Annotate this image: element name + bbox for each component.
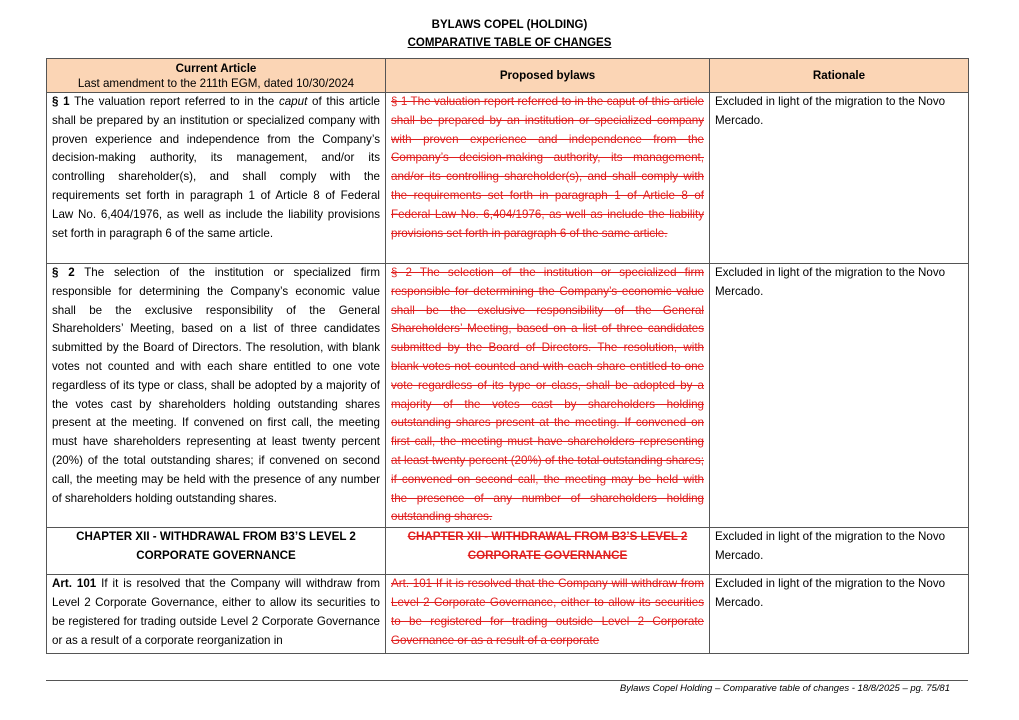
- paragraph-text-pre: The valuation report referred to in the: [69, 95, 279, 108]
- page-footer: Bylaws Copel Holding – Comparative table of changes - 18/8/2025 – pg. 75/81: [619, 683, 950, 694]
- header-proposed-bylaws: [386, 59, 710, 93]
- rationale-cell: Excluded in light of the migration to the Novo Mercado.: [710, 93, 969, 264]
- article-label: Art. 101: [52, 577, 97, 591]
- current-cell: [47, 575, 386, 654]
- table-header-row: [47, 59, 969, 93]
- chapter-heading-struck: CHAPTER XII - WITHDRAWAL FROM B3’S LEVEL 2 CORPORATE GOVERNANCE: [386, 528, 710, 575]
- table-row: [47, 93, 969, 264]
- proposed-cell-struck: § 1 The valuation report referred to in the caput of this article shall be prepared by an institution or specialized company with proven experience and independence from the Company’s decision-making authority, its management, and/or its controlling shareholder(s), and shall comply with the requirements set forth in paragraph 1 of Article 8 of Federal Law No. 6,404/1976, as well as include the liability provisions set forth in paragraph 6 of the same article.: [386, 93, 710, 264]
- header-current-subtitle: Last amendment to the 211th EGM, dated 10/30/2024: [77, 76, 355, 90]
- document-title: BYLAWS COPEL (HOLDING): [431, 19, 588, 31]
- proposed-cell-struck: Art. 101 If it is resolved that the Company will withdraw from Level 2 Corporate Governance, either to allow its securities to be registered for trading outside Level 2 Corporate Governance or as a result of a corporate: [386, 575, 710, 654]
- paragraph-text: The selection of the institution or specialized firm responsible for determining the Company’s economic value shall be the exclusive responsibility of the General Shareholders’ Meeting, based on a list of three candidates submitted by the Board of Directors. The resolution, with blank votes not counted and with each share entitled to one vote regardless of its type or class, shall be adopted by a majority of the votes cast by shareholders holding outstanding shares present at the meeting. If convened on first call, the meeting must have shareholders representing at least twenty percent (20%) of the total outstanding shares; if convened on second call, the meeting may be held with the presence of any number of shareholders holding outstanding shares.: [52, 266, 380, 505]
- paragraph-label: § 2: [52, 266, 75, 279]
- paragraph-label: § 1: [52, 95, 70, 108]
- header-current-title: Current Article: [175, 61, 257, 75]
- chapter-heading-cell: CHAPTER XII - WITHDRAWAL FROM B3’S LEVEL 2 CORPORATE GOVERNANCE: [47, 528, 386, 575]
- comparative-table: [46, 58, 969, 654]
- header-current-article: [47, 59, 386, 93]
- current-cell: [47, 264, 386, 528]
- footer-divider: [46, 680, 968, 681]
- rationale-cell: Excluded in light of the migration to the Novo Mercado.: [710, 264, 969, 528]
- current-cell: [47, 93, 386, 264]
- document-subtitle: COMPARATIVE TABLE OF CHANGES: [407, 37, 612, 49]
- rationale-cell: Excluded in light of the migration to the Novo Mercado.: [710, 528, 969, 575]
- header-rationale-label: Rationale: [812, 69, 866, 82]
- header-rationale: [710, 59, 969, 93]
- rationale-cell: Excluded in light of the migration to the Novo Mercado.: [710, 575, 969, 654]
- article-text: If it is resolved that the Company will withdraw from Level 2 Corporate Governance, either to allow its securities to be registered for trading outside Level 2 Corporate Governance or as a result of a corporate reorganization in: [52, 577, 380, 647]
- paragraph-text-post: of this article shall be prepared by an institution or specialized company with proven experience and independence from the Company’s decision-making authority, its management, and/or its controlling shareholder(s), and shall comply with the requirements set forth in paragraph 1 of Article 8 of Federal Law No. 6,404/1976, as well as include the liability provisions set forth in paragraph 6 of the same article.: [52, 95, 380, 240]
- paragraph-text-italic: caput: [278, 95, 308, 108]
- header-proposed-label: Proposed bylaws: [499, 69, 596, 82]
- table-row: [47, 264, 969, 528]
- table-row: [47, 528, 969, 575]
- table-row: [47, 575, 969, 654]
- proposed-cell-struck: § 2 The selection of the institution or specialized firm responsible for determining the Company’s economic value shall be the exclusive responsibility of the General Shareholders’ Meeting, based on a list of three candidates submitted by the Board of Directors. The resolution, with blank votes not counted and with each share entitled to one vote regardless of its type or class, shall be adopted by a majority of the votes cast by shareholders holding outstanding shares present at the meeting. If convened on first call, the meeting must have shareholders representing at least twenty percent (20%) of the total outstanding shares; if convened on second call, the meeting may be held with the presence of any number of shareholders holding outstanding shares.: [386, 264, 710, 528]
